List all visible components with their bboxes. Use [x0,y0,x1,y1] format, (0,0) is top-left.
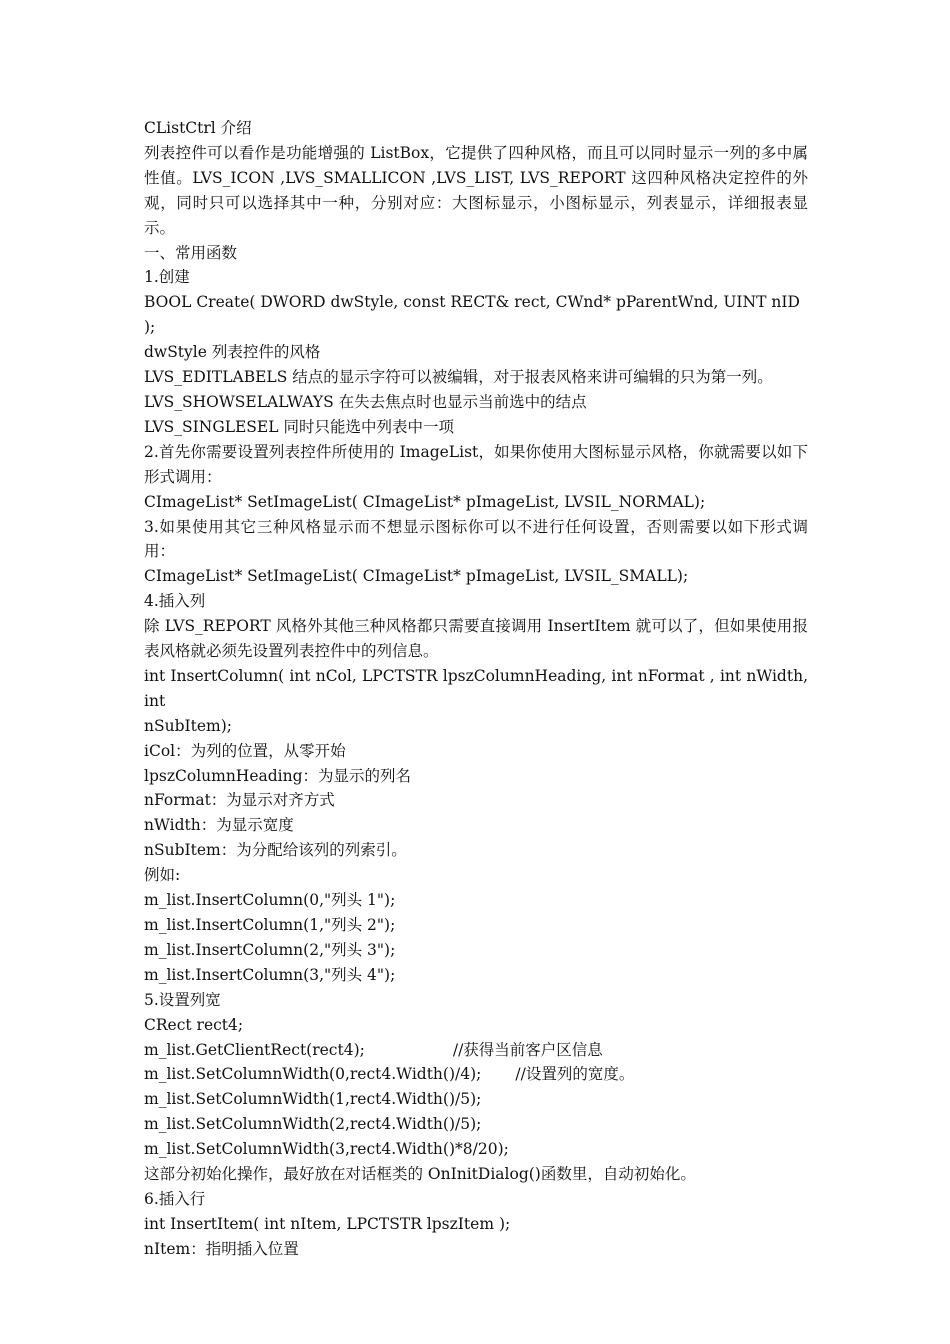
code-setwidth0: m_list.SetColumnWidth(0,rect4.Width()/4); [144,1065,482,1084]
item5-note: 这部分初始化操作，最好放在对话框类的 OnInitDialog()函数里，自动初始化。 [144,1165,696,1184]
code-rect-decl: CRect rect4; [144,1015,244,1034]
param-column-heading: lpszColumnHeading：为显示的列名 [144,766,412,785]
code-getclientrect-line [144,1038,808,1063]
code-comment: //设置列的宽度。 [515,1065,635,1084]
item-heading-column-width: 5.设置列宽 [144,990,221,1009]
intro-paragraph: 列表控件可以看作是功能增强的 ListBox，它提供了四种风格，而且可以同时显示一列的多中属性值。LVS_ICON ,LVS_SMALLICON ,LVS_LIST, LVS_REPORT 这四种风格决定控件的外观，同时只可以选择其中一种，分别对应：大图标显示，小图标显示，列表显示，详细报表显示。 [144,143,808,237]
code-setwidth3: m_list.SetColumnWidth(3,rect4.Width()*8/20); [144,1140,509,1159]
param-subitem: nSubItem：为分配给该列的列索引。 [144,841,407,860]
section-heading: 一、常用函数 [144,243,238,262]
code-insertcolumn-line2: nSubItem); [144,716,232,735]
item4-text: 除 LVS_REPORT 风格外其他三种风格都只需要直接调用 InsertItem 就可以了，但如果使用报表风格就必须先设置列表控件中的列信息。 [144,617,808,661]
style-singlesel: LVS_SINGLESEL 同时只能选中列表中一项 [144,417,454,436]
item2-text: 2.首先你需要设置列表控件所使用的 ImageList，如果你使用大图标显示风格，你就需要以如下形式调用： [144,442,808,486]
code-setimagelist-small: CImageList* SetImageList( CImageList* pImageList, LVSIL_SMALL); [144,567,689,586]
code-setwidth1: m_list.SetColumnWidth(1,rect4.Width()/5); [144,1090,482,1109]
param-nitem: nItem：指明插入位置 [144,1239,299,1258]
param-width: nWidth：为显示宽度 [144,816,294,835]
dwstyle-description: dwStyle 列表控件的风格 [144,343,321,362]
item-heading-create: 1.创建 [144,268,190,287]
example-label: 例如: [144,866,181,885]
style-showselalways: LVS_SHOWSELALWAYS 在失去焦点时也显示当前选中的结点 [144,392,587,411]
item3-text: 3.如果使用其它三种风格显示而不想显示图标你可以不进行任何设置，否则需要以如下形式调用： [144,517,808,561]
param-format: nFormat：为显示对齐方式 [144,791,335,810]
example-line: m_list.InsertColumn(1,"列头 2"); [144,916,396,934]
document-page [144,116,808,1262]
example-line: m_list.InsertColumn(0,"列头 1"); [144,891,396,910]
style-editlabels: LVS_EDITLABELS 结点的显示字符可以被编辑，对于报表风格来讲可编辑的只为第一列。 [144,368,773,387]
param-icol: iCol：为列的位置，从零开始 [144,741,346,760]
code-setwidth0-line [144,1062,808,1087]
example-line: m_list.InsertColumn(2,"列头 3"); [144,940,396,959]
example-line: m_list.InsertColumn(3,"列头 4"); [144,965,396,984]
code-getclientrect: m_list.GetClientRect(rect4); [144,1040,365,1059]
code-insertcolumn-line1: int InsertColumn( int nCol, LPCTSTR lpszColumnHeading, int nFormat , int nWidth, int [144,666,808,710]
item-heading-insert-column: 4.插入列 [144,592,206,611]
code-insertitem-signature: int InsertItem( int nItem, LPCTSTR lpszItem ); [144,1214,511,1233]
item-heading-insert-row: 6.插入行 [144,1189,206,1208]
code-setwidth2: m_list.SetColumnWidth(2,rect4.Width()/5); [144,1115,482,1134]
code-comment: //获得当前客户区信息 [452,1040,603,1059]
document-title: CListCtrl 介绍 [144,119,252,137]
code-create-signature: BOOL Create( DWORD dwStyle, const RECT& rect, CWnd* pParentWnd, UINT nID ); [144,293,800,337]
code-setimagelist-normal: CImageList* SetImageList( CImageList* pImageList, LVSIL_NORMAL); [144,492,706,511]
